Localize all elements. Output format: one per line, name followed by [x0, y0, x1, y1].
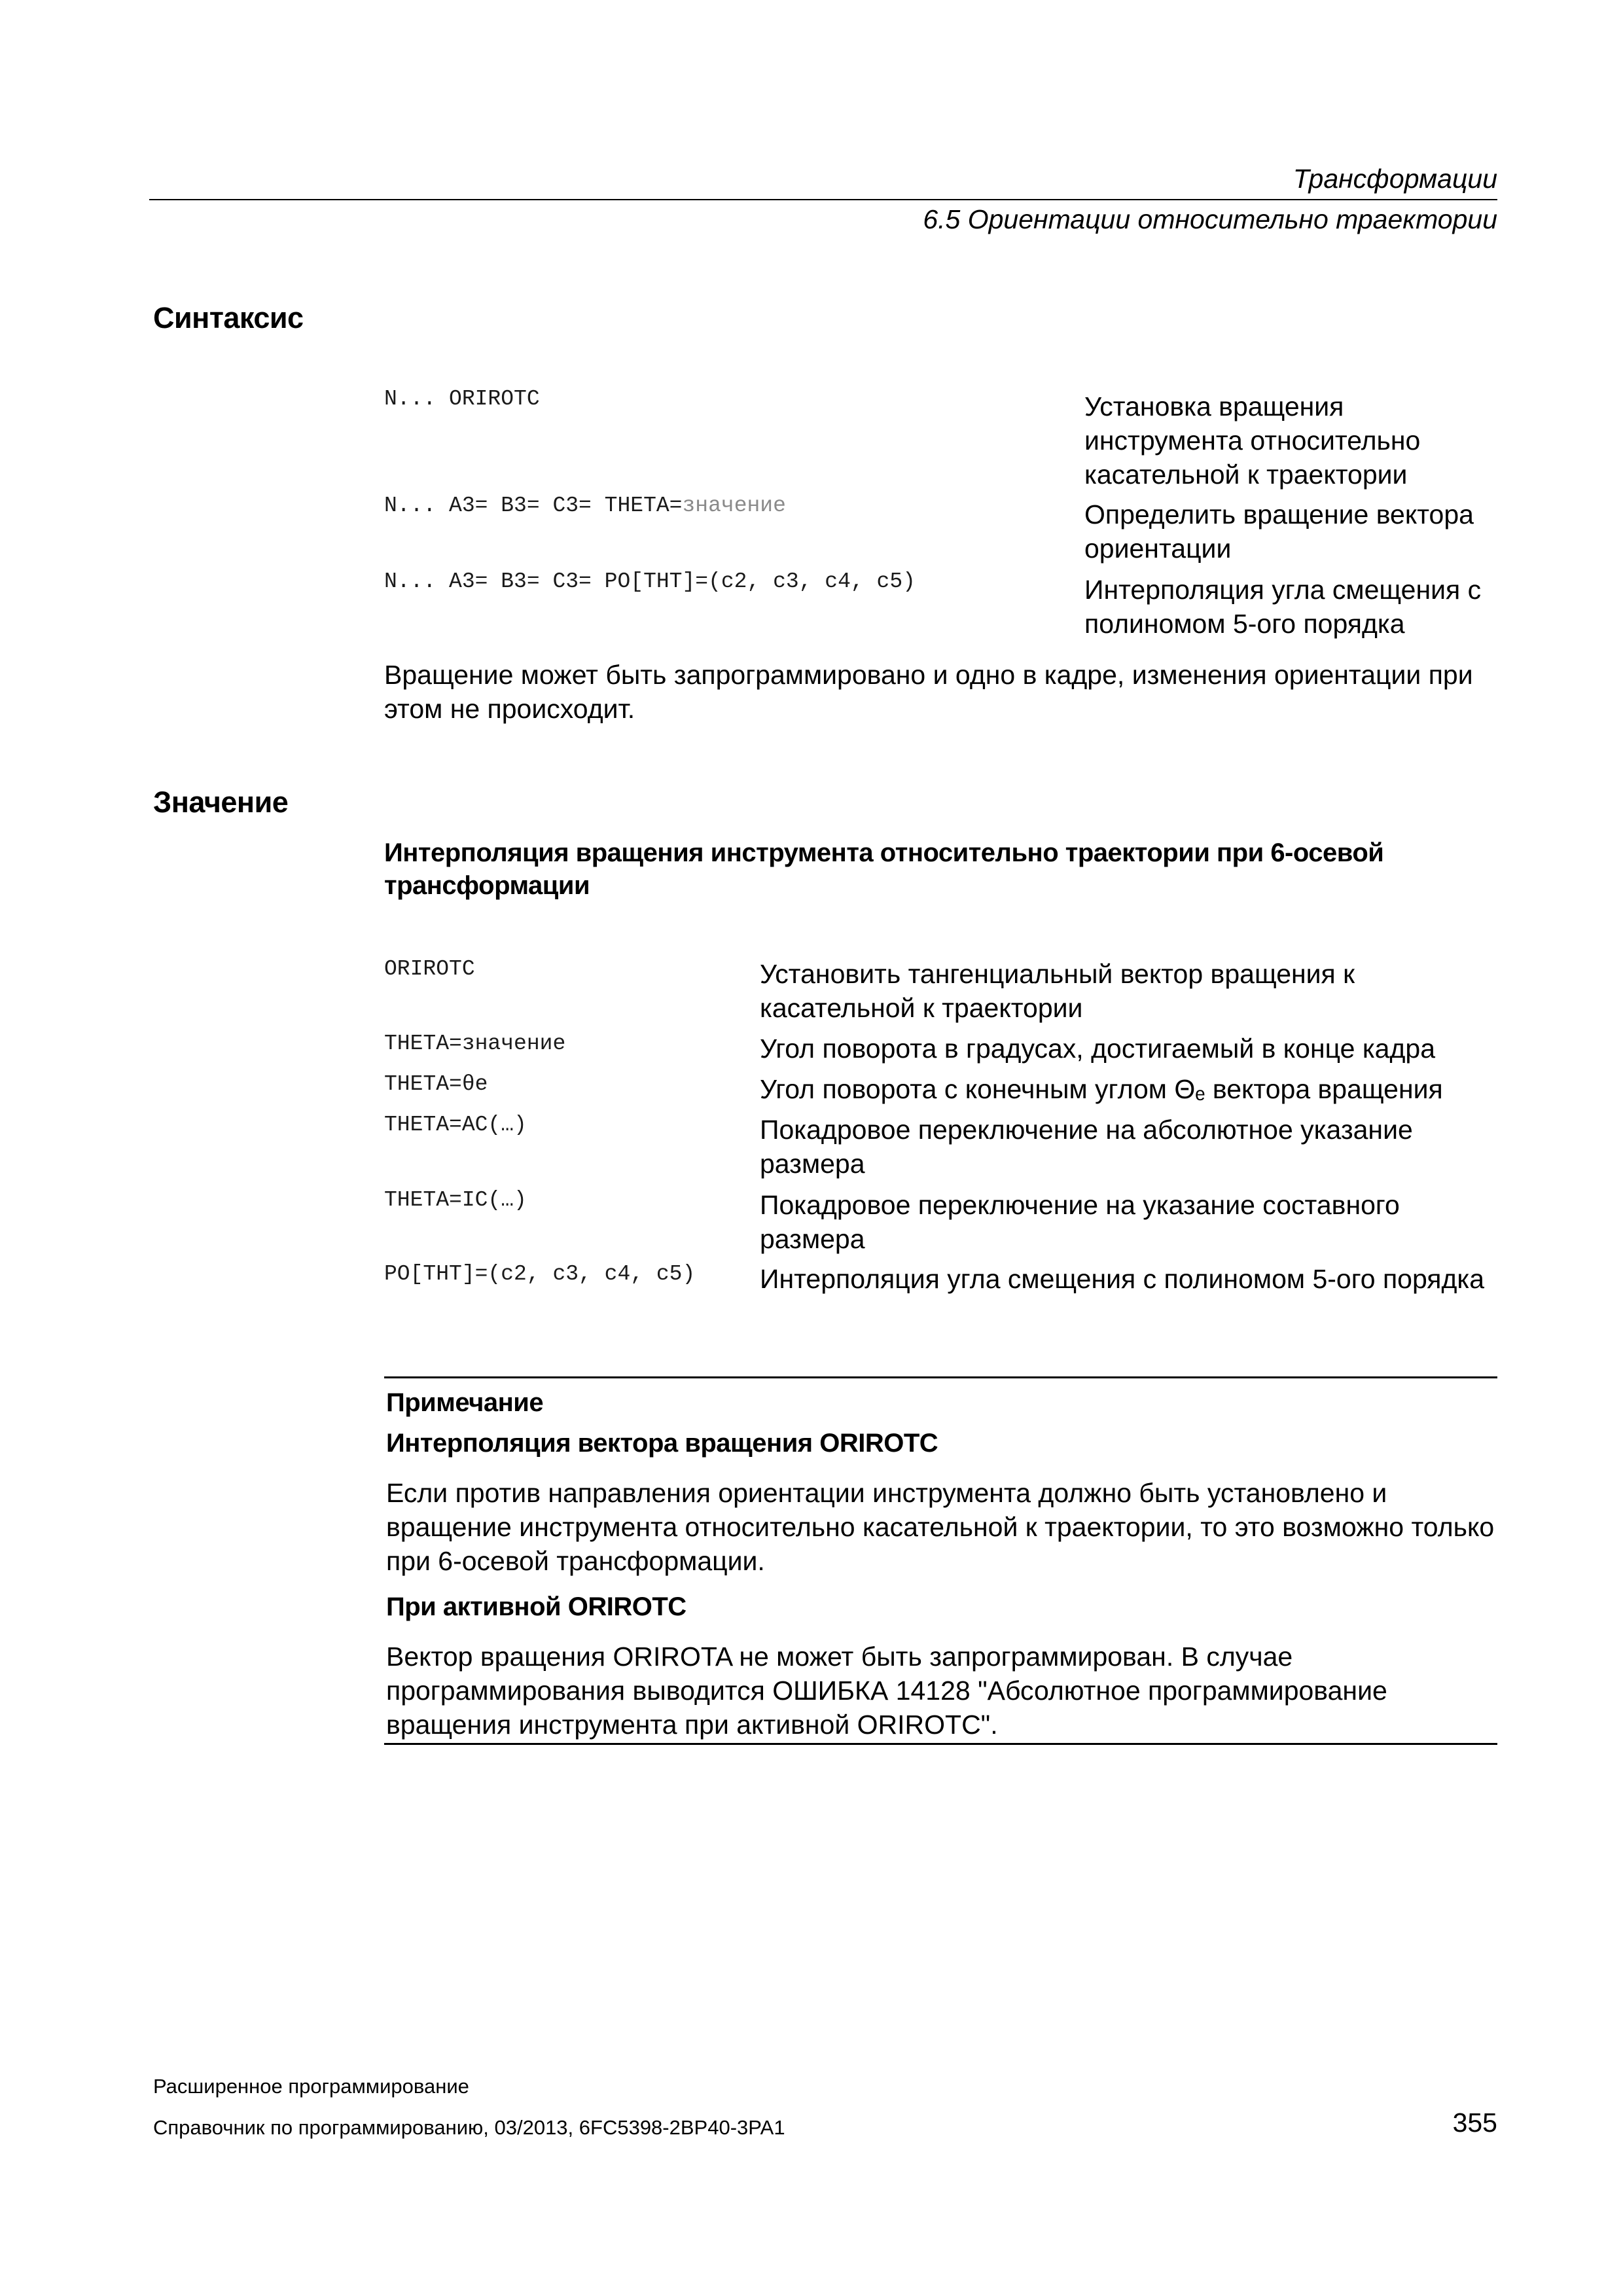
syntax-desc-3: Интерполяция угла смещения с полиномом 5-ого порядка: [1084, 575, 1482, 639]
footer-title: Расширенное программирование: [153, 2075, 469, 2098]
meaning-code-1: ORIROTC: [384, 957, 475, 981]
note-title: Примечание: [386, 1388, 544, 1417]
meaning-code-2: THETA=значение: [384, 1031, 566, 1056]
meaning-desc-6: Интерполяция угла смещения с полиномом 5-ого порядка: [760, 1264, 1485, 1294]
header-rule: [149, 199, 1497, 200]
note-heading-2: При активной ORIROTC: [386, 1592, 687, 1621]
meaning-desc-2: Угол поворота в градусах, достигаемый в конце кадра: [760, 1033, 1436, 1064]
meaning-code-4: THETA=AC(…): [384, 1113, 527, 1137]
note-bottom-rule: [384, 1743, 1497, 1745]
meaning-code-6: PO[THT]=(c2, c3, c4, c5): [384, 1262, 696, 1286]
meaning-subheading: Интерполяция вращения инструмента относительно траектории при 6-осевой трансформации: [384, 838, 1384, 900]
meaning-desc-4: Покадровое переключение на абсолютное указание размера: [760, 1115, 1413, 1179]
meaning-heading: Значение: [153, 785, 289, 819]
header-chapter: Трансформации: [1293, 164, 1497, 194]
syntax-desc-1: Установка вращения инструмента относительно касательной к траектории: [1084, 391, 1421, 490]
meaning-desc-3: Угол поворота с конечным углом Θₑ вектора вращения: [760, 1074, 1443, 1104]
syntax-code-3: N... A3= B3= C3= PO[THT]=(c2, c3, c4, c5): [384, 569, 916, 594]
syntax-code-2: [384, 493, 786, 518]
note-heading-1: Интерполяция вектора вращения ORIROTC: [386, 1429, 938, 1458]
syntax-heading: Синтаксис: [153, 301, 304, 334]
note-top-rule: [384, 1376, 1497, 1378]
syntax-code-2-text: N... A3= B3= C3= THETA=: [384, 493, 683, 518]
syntax-desc-2: Определить вращение вектора ориентации: [1084, 499, 1474, 564]
meaning-desc-1: Установить тангенциальный вектор вращения к касательной к траектории: [760, 959, 1355, 1023]
meaning-code-3: THETA=θe: [384, 1072, 488, 1096]
syntax-code-2-var: значение: [682, 493, 786, 518]
syntax-code-1: N... ORIROTC: [384, 387, 540, 411]
meaning-desc-5: Покадровое переключение на указание составного размера: [760, 1190, 1400, 1254]
syntax-note: Вращение может быть запрограммировано и одно в кадре, изменения ориентации при этом не происходит.: [384, 660, 1473, 724]
meaning-code-5: THETA=IC(…): [384, 1188, 527, 1212]
footer-reference: Справочник по программированию, 03/2013, 6FC5398-2BP40-3PA1: [153, 2116, 785, 2139]
header-section: 6.5 Ориентации относительно траектории: [923, 204, 1497, 234]
note-paragraph-1: Если против направления ориентации инструмента должно быть установлено и вращение инструмента относительно касательной к траектории, то это возможно только при 6-осевой трансформации.: [386, 1478, 1495, 1576]
page-number: 355: [1452, 2108, 1497, 2138]
note-paragraph-2: Вектор вращения ORIROTA не может быть запрограммирован. В случае программирования выводится ОШИБКА 14128 "Абсолютное программирование вращения инструмента при активной ORIROTC".: [386, 1641, 1387, 1740]
